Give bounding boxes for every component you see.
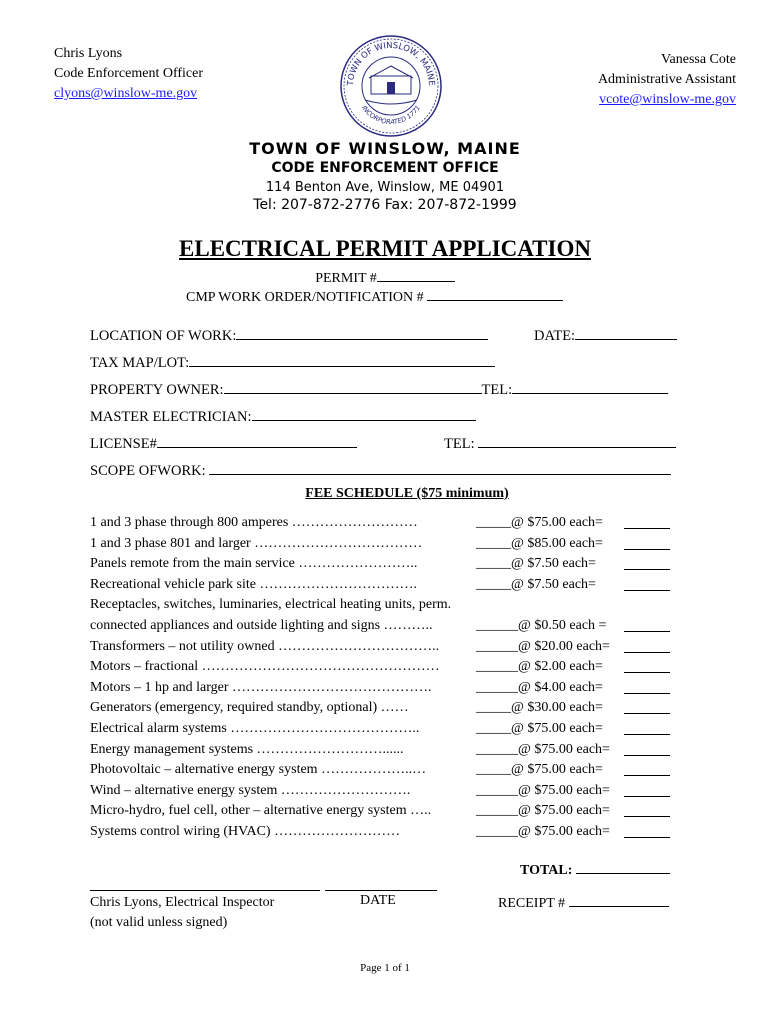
fee-item-rate: _____@ $75.00 each= (476, 515, 603, 530)
fee-item-amount-field[interactable] (624, 824, 670, 838)
fee-item-rate: ______@ $4.00 each= (476, 679, 603, 695)
fee-item-label: Recreational vehicle park site ……………………………. (90, 576, 417, 592)
fee-item-rate: ______@ $75.00 each= (476, 782, 610, 798)
total-field[interactable] (576, 860, 670, 874)
inspector-name: Chris Lyons, Electrical Inspector (90, 895, 275, 910)
fee-item-label: Panels remote from the main service …………………….. (90, 556, 418, 572)
seal-bottom-text: INCORPORATED 1771 (360, 104, 422, 127)
fee-row (90, 742, 690, 762)
fee-row (90, 618, 690, 638)
permit-number-row (0, 268, 770, 287)
fee-item-rate: ______@ $20.00 each= (476, 638, 610, 654)
fee-item-label: connected appliances and outside lighting and signs ……….. (90, 618, 433, 633)
total-row (520, 860, 670, 879)
permit-number-field[interactable] (377, 268, 455, 282)
seal-top-text: TOWN OF WINSLOW, MAINE (345, 40, 437, 87)
fee-row (90, 700, 690, 720)
fee-row (90, 680, 690, 700)
receipt-field[interactable] (569, 893, 669, 907)
assistant-name: Vanessa Cote (660, 52, 736, 67)
fee-row (90, 577, 690, 597)
date-field[interactable] (575, 326, 677, 340)
fee-item-amount-field[interactable] (624, 536, 670, 550)
fee-item-label: Systems control wiring (HVAC) ……………………… (90, 824, 401, 839)
fee-row (90, 536, 690, 556)
property-owner-field[interactable] (224, 380, 482, 394)
total-label: TOTAL: (520, 863, 573, 878)
form-title: ELECTRICAL PERMIT APPLICATION (179, 236, 591, 261)
fee-row (90, 824, 690, 844)
license-label: LICENSE# (90, 436, 157, 452)
tax-map-lot-row (90, 353, 495, 372)
license-row (90, 434, 357, 453)
tax-map-lot-label: TAX MAP/LOT: (90, 355, 190, 371)
property-owner-label: PROPERTY OWNER: (90, 382, 224, 398)
scope-of-work-row (90, 461, 671, 480)
property-owner-row (90, 380, 668, 399)
fee-item-rate: _____@ $7.50 each= (476, 576, 596, 592)
header-left-contact (54, 44, 203, 104)
fee-item-amount-field[interactable] (624, 659, 670, 673)
location-of-work-row (90, 326, 488, 345)
fee-item-label: Wind – alternative energy system ………………………. (90, 782, 411, 798)
owner-tel-field[interactable] (512, 380, 668, 394)
master-electrician-row (90, 407, 476, 426)
fee-item-rate: _____@ $75.00 each= (476, 762, 603, 778)
fee-schedule-title: FEE SCHEDULE ($75 minimum) (305, 486, 509, 501)
date-label: DATE: (534, 328, 576, 344)
tax-map-lot-field[interactable] (189, 353, 495, 367)
header-right-contact (598, 50, 736, 110)
fee-item-label: 1 and 3 phase through 800 amperes ……………………… (90, 515, 418, 530)
fee-item-label: Photovoltaic – alternative energy system ………………..… (90, 762, 427, 778)
location-of-work-field[interactable] (236, 326, 488, 340)
scope-of-work-field[interactable] (209, 461, 671, 475)
town-name: TOWN OF WINSLOW, MAINE (249, 139, 521, 158)
fee-item-amount-field[interactable] (624, 556, 670, 570)
location-of-work-label: LOCATION OF WORK: (90, 328, 237, 344)
town-seal (339, 34, 443, 138)
electrician-tel-row (444, 434, 676, 453)
fee-row (90, 762, 690, 782)
officer-title: Code Enforcement Officer (54, 66, 204, 81)
scope-of-work-label: SCOPE OFWORK: (90, 463, 206, 479)
fee-row (90, 783, 690, 803)
signature-note: (not valid unless signed) (90, 915, 228, 930)
fee-item-amount-field[interactable] (624, 783, 670, 797)
fee-item-rate: ______@ $75.00 each= (476, 803, 610, 819)
department-name: CODE ENFORCEMENT OFFICE (271, 160, 499, 176)
page-number: Page 1 of 1 (360, 962, 410, 974)
fee-row (90, 597, 690, 617)
inspector-signature-line[interactable] (90, 890, 320, 891)
fee-item-amount-field[interactable] (624, 618, 670, 632)
fee-item-label: Motors – 1 hp and larger ……………………………………. (90, 679, 432, 695)
license-field[interactable] (157, 434, 357, 448)
fee-item-amount-field[interactable] (624, 762, 670, 776)
fee-item-rate: _____@ $30.00 each= (476, 700, 603, 716)
office-phone: Tel: 207-872-2776 Fax: 207-872-1999 (253, 197, 517, 213)
fee-item-amount-field[interactable] (624, 680, 670, 694)
electrician-tel-field[interactable] (478, 434, 676, 448)
date-row (534, 326, 677, 345)
fee-item-label: Energy management systems ………………………...... (90, 741, 404, 757)
fee-item-rate: _____@ $75.00 each= (476, 721, 603, 736)
cmp-work-order-field[interactable] (427, 287, 563, 301)
fee-item-amount-field[interactable] (624, 721, 670, 735)
officer-email-link[interactable]: clyons@winslow-me.gov (54, 86, 198, 101)
fee-item-label: Generators (emergency, required standby, optional) …… (90, 700, 409, 716)
fee-item-label: Electrical alarm systems ………………………………….. (90, 721, 420, 736)
signature-date-label: DATE (360, 893, 396, 908)
fee-row (90, 639, 690, 659)
fee-item-amount-field[interactable] (624, 803, 670, 817)
receipt-row (498, 893, 669, 912)
cmp-work-order-label: CMP WORK ORDER/NOTIFICATION # (186, 290, 424, 305)
fee-item-label: Micro-hydro, fuel cell, other – alternative energy system ….. (90, 803, 432, 819)
receipt-label: RECEIPT # (498, 896, 566, 911)
fee-row (90, 721, 690, 741)
fee-item-rate: _____@ $7.50 each= (476, 556, 596, 572)
fee-row (90, 515, 690, 535)
fee-item-amount-field[interactable] (624, 742, 670, 756)
master-electrician-field[interactable] (252, 407, 476, 421)
assistant-email-link[interactable]: vcote@winslow-me.gov (599, 92, 736, 107)
fee-row (90, 803, 690, 823)
fee-item-label: 1 and 3 phase 801 and larger ……………………………… (90, 535, 423, 551)
fee-item-rate: ______@ $0.50 each = (476, 618, 607, 633)
fee-item-label: Motors – fractional …………………………………………… (90, 659, 440, 675)
electrician-tel-label: TEL: (444, 436, 475, 452)
fee-item-amount-field[interactable] (624, 515, 670, 529)
fee-item-amount-field[interactable] (624, 577, 670, 591)
fee-item-amount-field[interactable] (624, 639, 670, 653)
fee-item-rate: ______@ $75.00 each= (476, 741, 610, 757)
fee-item-label: Receptacles, switches, luminaries, electrical heating units, perm. (90, 597, 452, 613)
officer-name: Chris Lyons (54, 46, 123, 61)
master-electrician-label: MASTER ELECTRICIAN: (90, 409, 252, 425)
fee-row (90, 556, 690, 576)
cmp-work-order-row (186, 287, 563, 306)
fee-item-label: Transformers – not utility owned …………………………….. (90, 638, 440, 654)
fee-item-rate: ______@ $2.00 each= (476, 659, 603, 675)
assistant-title: Administrative Assistant (597, 72, 736, 87)
signature-date-line[interactable] (325, 890, 437, 891)
office-address: 114 Benton Ave, Winslow, ME 04901 (265, 180, 505, 195)
fee-row (90, 659, 690, 679)
fee-item-rate: _____@ $85.00 each= (476, 535, 603, 551)
permit-number-label: PERMIT # (315, 271, 377, 286)
owner-tel-label: TEL: (481, 382, 513, 398)
inspector-signature-block (90, 893, 274, 933)
fee-item-rate: ______@ $75.00 each= (476, 824, 610, 839)
fee-item-amount-field[interactable] (624, 700, 670, 714)
